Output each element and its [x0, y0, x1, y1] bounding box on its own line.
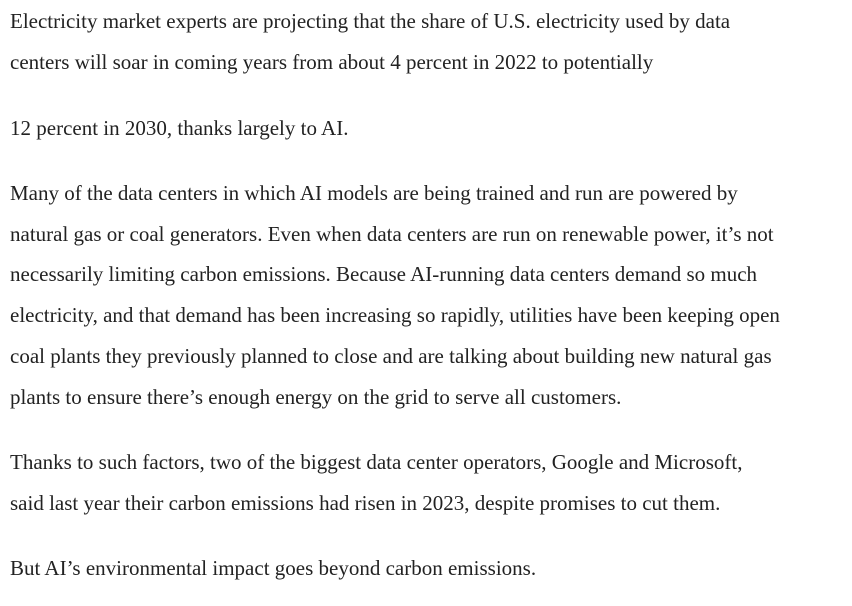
text-line: Thanks to such factors, two of the biggest data center operators, Google and Microsoft, [10, 450, 743, 474]
text-line: coal plants they previously planned to close and are talking about building new natural gas [10, 343, 772, 368]
text-line: centers will soar in coming years from about 4 percent in 2022 to potentially [10, 49, 654, 74]
paragraph-data-center-share [10, 1, 730, 82]
text-line: Many of the data centers in which AI models are being trained and run are powered by [10, 181, 738, 205]
text-line: Electricity market experts are projecting that the share of U.S. electricity used by data [10, 9, 731, 33]
paragraph-ai-2030 [10, 108, 348, 149]
text-line: But AI’s environmental impact goes beyond carbon emissions. [10, 556, 537, 580]
text-line: necessarily limiting carbon emissions. Because AI-running data centers demand so much [10, 262, 758, 287]
text-line: plants to ensure there’s enough energy on the grid to serve all customers. [10, 384, 622, 409]
paragraph-environmental-impact [10, 548, 536, 589]
paragraph-power-sources [10, 173, 780, 417]
paragraph-operators-emissions [10, 442, 742, 523]
text-line: said last year their carbon emissions had risen in 2023, despite promises to cut them. [10, 490, 721, 515]
text-line: 12 percent in 2030, thanks largely to AI. [10, 116, 349, 140]
text-line: electricity, and that demand has been increasing so rapidly, utilities have been keeping open [10, 303, 780, 328]
text-line: natural gas or coal generators. Even when data centers are run on renewable power, it’s not [10, 221, 774, 246]
